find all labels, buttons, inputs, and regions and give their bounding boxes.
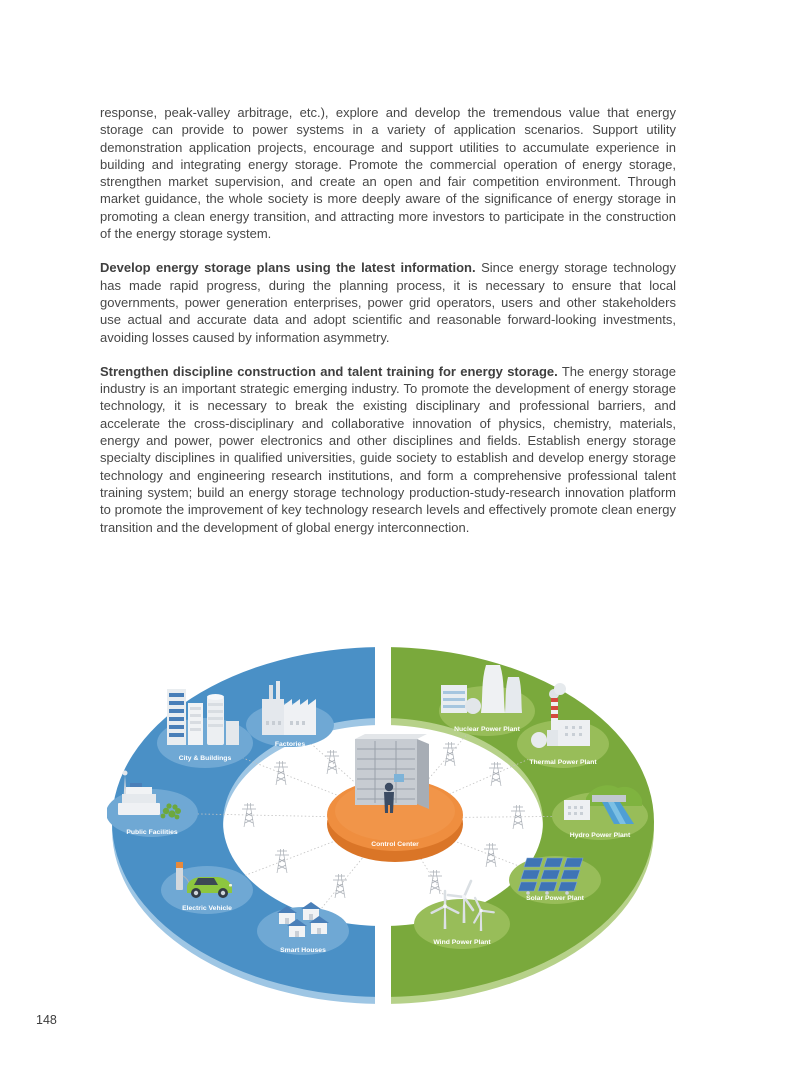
- paragraph-2-lead: Develop energy storage plans using the latest information.: [100, 260, 476, 276]
- node-label-factories: Factories: [274, 741, 306, 748]
- energy-system-diagram: [107, 643, 687, 1008]
- node-label-public-facilities: Public Facilities: [126, 829, 178, 836]
- paragraph-3-lead: Strengthen discipline construction and talent training for energy storage.: [100, 363, 558, 379]
- transmission-tower-icon: [443, 742, 457, 766]
- paragraph-2: [100, 259, 676, 345]
- transmission-tower-icon: [275, 849, 289, 873]
- node-label-thermal: Thermal Power Plant: [529, 759, 597, 766]
- server-cabinet-icon: [355, 734, 429, 813]
- page-number: 148: [36, 1013, 57, 1027]
- node-label-city-buildings: City & Buildings: [178, 755, 232, 762]
- body-text: [100, 104, 676, 553]
- paragraph-3: [100, 363, 676, 536]
- transmission-tower-icon: [484, 843, 498, 867]
- node-label-nuclear: Nuclear Power Plant: [454, 726, 520, 733]
- transmission-tower-icon: [325, 750, 339, 774]
- transmission-tower-icon: [489, 762, 503, 786]
- node-label-wind: Wind Power Plant: [433, 939, 491, 946]
- node-label-smart-houses: Smart Houses: [280, 947, 326, 954]
- control-center-label: Control Center: [371, 841, 419, 848]
- transmission-tower-icon: [333, 874, 347, 898]
- node-label-solar: Solar Power Plant: [526, 895, 584, 902]
- paragraph-3-body: The energy storage industry is an important strategic emerging industry. To promote the development of energy storage technology, it is necessary to break the existing disciplinary and professional barriers, and accelerate the cross-disciplinary and collaborative innovation of physics, chemistry, materials, energy and power, power electronics and other disciplines and fields. Establish energy storage specialty disciplines in qualified universities, guide society to establish and develop energy storage technology and engineering research institutions, and form a comprehensive professional talent training system; build an energy storage technology production-study-research innovation platform to promote the improvement of key technology research levels and effectively promote clean energy transition and the development of global energy interconnection.: [100, 363, 676, 535]
- paragraph-1: response, peak-valley arbitrage, etc.), explore and develop the tremendous value that energy storage can provide to power systems in a variety of application scenarios. Support utility demonstration application projects, encourage and support utilities to accumulate experience in building and integrating energy storage. Promote the commercial operation of energy storage, strengthen market supervision, and create an open and fair competition environment. Through market guidance, the whole society is more deeply aware of the significance of energy storage in promoting a clean energy transition, and attracting more investors to participate in the construction of the energy storage system.: [100, 105, 676, 242]
- paragraph-2-body: Since energy storage technology has made rapid progress, during the planning process, it is necessary to ensure that local governments, power generation enterprises, power grid operators, users and other stakeholders use actual and accurate data and adopt scientific and reasonable forward-looking investments, avoiding losses caused by information asymmetry.: [100, 260, 676, 345]
- energy-system-ring: [107, 643, 687, 1008]
- solar-power-plant-icon: [518, 858, 583, 895]
- node-label-hydro: Hydro Power Plant: [569, 832, 631, 839]
- node-label-electric-vehicle: Electric Vehicle: [182, 905, 232, 912]
